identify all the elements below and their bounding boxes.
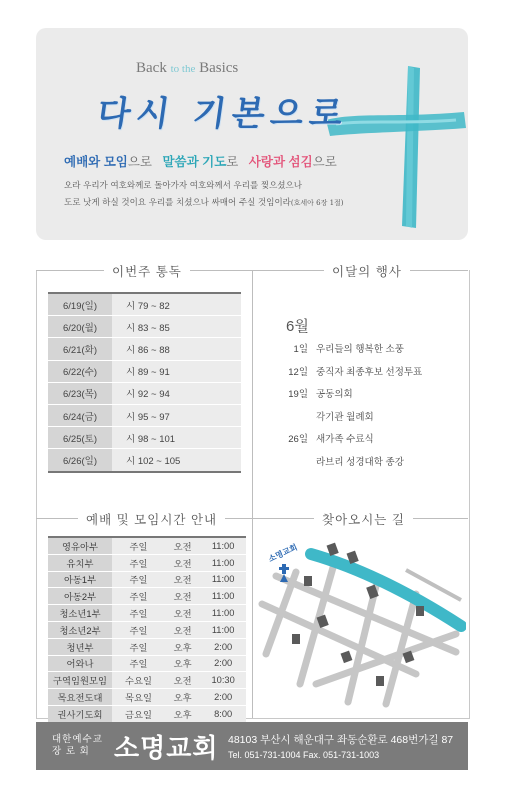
- reading-date: 6/22(수): [48, 360, 112, 382]
- worship-time: 11:00: [200, 571, 246, 588]
- worship-day: 주일: [112, 571, 165, 588]
- table-row: [48, 382, 241, 404]
- back-to-basics-tagline: Back to the Basics: [136, 60, 239, 76]
- table-row: [48, 705, 246, 722]
- map-road-end-marker: [457, 622, 465, 630]
- reading-range: 시 98 ~ 101: [112, 427, 241, 449]
- slogan-title: 다시 기본으로: [94, 94, 352, 134]
- worship-ampm: 오전: [165, 588, 200, 605]
- worship-ampm: 오후: [165, 638, 200, 655]
- worship-day: 주일: [112, 605, 165, 622]
- table-row: [48, 655, 246, 672]
- table-row: [48, 621, 246, 638]
- reading-date: 6/24(금): [48, 404, 112, 426]
- worship-time: 10:30: [200, 672, 246, 689]
- church-name: 소명교회: [114, 733, 219, 763]
- worship-name: 권사기도회: [48, 705, 112, 722]
- church-map-label: 소명교회: [267, 542, 299, 564]
- table-row: [48, 338, 241, 360]
- reading-date: 6/26(일): [48, 449, 112, 472]
- list-item: [280, 382, 422, 405]
- table-row: [48, 638, 246, 655]
- events-month: 6월: [286, 318, 309, 335]
- worship-day: 목요일: [112, 689, 165, 706]
- list-item: [280, 450, 422, 473]
- map-roads: [262, 564, 456, 704]
- worship-name: 아동2부: [48, 588, 112, 605]
- worship-time: 11:00: [200, 554, 246, 571]
- reading-range: 시 83 ~ 85: [112, 316, 241, 338]
- event-day: 1일: [293, 344, 308, 356]
- worship-name: 영유아부: [48, 537, 112, 554]
- panel-center-divider: [252, 270, 253, 718]
- worship-ampm: 오전: [165, 554, 200, 571]
- worship-ampm: 오후: [165, 705, 200, 722]
- event-text: 공동의회: [316, 389, 353, 401]
- worship-section-title: 예배 및 모임시간 안내: [78, 510, 225, 528]
- worship-time: 11:00: [200, 605, 246, 622]
- worship-day: 수요일: [112, 672, 165, 689]
- table-row: [48, 449, 241, 472]
- reading-range: 시 102 ~ 105: [112, 449, 241, 472]
- worship-day: 주일: [112, 537, 165, 554]
- event-day: 19일: [288, 389, 308, 401]
- table-row: [48, 404, 241, 426]
- table-row: [48, 293, 241, 316]
- reading-range: 시 86 ~ 88: [112, 338, 241, 360]
- worship-ampm: 오전: [165, 537, 200, 554]
- worship-name: 유치부: [48, 554, 112, 571]
- directions-map: [256, 534, 466, 714]
- reading-section-title: 이번주 통독: [104, 262, 190, 280]
- footer: [36, 722, 468, 770]
- worship-ampm: 오전: [165, 672, 200, 689]
- denomination: 대한예수교 장 로 회: [52, 734, 103, 757]
- theme-banner: [36, 28, 468, 240]
- worship-time: 11:00: [200, 537, 246, 554]
- reading-date: 6/19(일): [48, 293, 112, 316]
- table-row: [48, 689, 246, 706]
- worship-name: 청소년1부: [48, 605, 112, 622]
- worship-table: [48, 536, 246, 724]
- worship-name: 목요전도대: [48, 689, 112, 706]
- bible-verse: 오라 우리가 여호와께로 돌아가자 여호와께서 우리를 찢으셨으나 도로 낫게 하실 것이요 우리를 치셨으나 싸매어 주실 것임이라(호세아 6장 1절): [64, 181, 344, 208]
- events-list: [280, 337, 422, 472]
- table-row: [48, 605, 246, 622]
- church-contact: Tel. 051-731-1004 Fax. 051-731-1003: [228, 750, 380, 760]
- list-item: [280, 405, 422, 428]
- event-text: 라브리 성경대학 종강: [316, 456, 404, 468]
- church-address: 48103 부산시 해운대구 좌동순환로 468번가길 87: [228, 734, 454, 746]
- worship-name: 구역임원모임: [48, 672, 112, 689]
- worship-time: 2:00: [200, 689, 246, 706]
- worship-day: 주일: [112, 554, 165, 571]
- reading-range: 시 95 ~ 97: [112, 404, 241, 426]
- worship-time: 11:00: [200, 621, 246, 638]
- worship-ampm: 오전: [165, 621, 200, 638]
- worship-day: 주일: [112, 638, 165, 655]
- reading-date: 6/21(화): [48, 338, 112, 360]
- worship-day: 주일: [112, 588, 165, 605]
- table-row: [48, 554, 246, 571]
- events-section-title: 이달의 행사: [324, 262, 410, 280]
- worship-ampm: 오전: [165, 571, 200, 588]
- worship-name: 청년부: [48, 638, 112, 655]
- table-row: [48, 316, 241, 338]
- list-item: [280, 360, 422, 383]
- worship-name: 청소년2부: [48, 621, 112, 638]
- event-text: 우리들의 행복한 소풍: [316, 344, 404, 356]
- event-text: 각기관 월례회: [316, 411, 374, 423]
- worship-time: 2:00: [200, 638, 246, 655]
- list-item: [280, 427, 422, 450]
- directions-section-title: 찾아오시는 길: [314, 510, 413, 528]
- reading-table: [48, 292, 241, 473]
- worship-time: 11:00: [200, 588, 246, 605]
- worship-ampm: 오후: [165, 655, 200, 672]
- reading-date: 6/23(목): [48, 382, 112, 404]
- worship-day: 주일: [112, 621, 165, 638]
- event-day: 26일: [288, 434, 308, 446]
- table-row: [48, 588, 246, 605]
- worship-time: 2:00: [200, 655, 246, 672]
- reading-range: 시 89 ~ 91: [112, 360, 241, 382]
- event-text: 중직자 최종후보 선정투표: [316, 366, 423, 378]
- reading-date: 6/25(토): [48, 427, 112, 449]
- table-row: [48, 360, 241, 382]
- worship-day: 금요일: [112, 705, 165, 722]
- worship-day: 주일: [112, 655, 165, 672]
- reading-range: 시 92 ~ 94: [112, 382, 241, 404]
- event-text: 새가족 수료식: [316, 434, 374, 446]
- reading-date: 6/20(월): [48, 316, 112, 338]
- table-row: [48, 427, 241, 449]
- worship-time: 8:00: [200, 705, 246, 722]
- worship-name: 아동1부: [48, 571, 112, 588]
- reading-range: 시 79 ~ 82: [112, 293, 241, 316]
- worship-ampm: 오후: [165, 689, 200, 706]
- table-row: [48, 672, 246, 689]
- worship-name: 어와나: [48, 655, 112, 672]
- event-day: 12일: [288, 366, 308, 378]
- table-row: [48, 537, 246, 554]
- table-row: [48, 571, 246, 588]
- worship-ampm: 오전: [165, 605, 200, 622]
- slogan-subtitle: 예배와 모임으로 말씀과 기도로 사랑과 섬김으로: [64, 155, 337, 169]
- list-item: [280, 337, 422, 360]
